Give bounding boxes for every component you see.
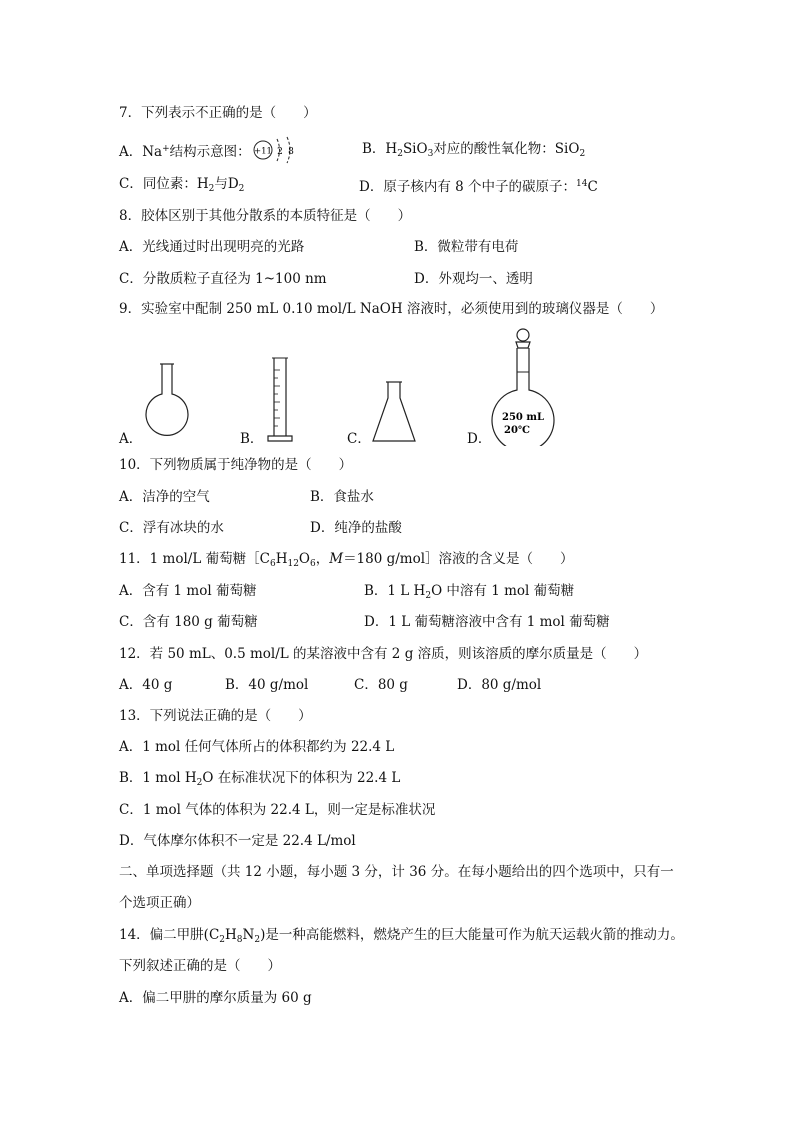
q11-option-d: D．1 L 葡萄糖溶液中含有 1 mol 葡萄糖 <box>364 614 610 630</box>
q13-option-a: A．1 mol 任何气体所占的体积都约为 22.4 L <box>119 739 395 755</box>
q11-stem: 11．1 mol/L 葡萄糖$[C_6H_{12}O_6$，M＝180 g/mol］溶液的含义是（ ） <box>119 551 574 569</box>
q14-stem-line-1: 14．偏二甲肼$(C_2H_8N_2)$是一种高能燃料，燃烧产生的巨大能量可作为航天运载火箭的推动力。 <box>119 927 684 945</box>
flask-capacity-label: 250 mL <box>502 412 544 423</box>
q13-option-c: C．1 mol 气体的体积为 22.4 L，则一定是标准状况 <box>119 802 436 818</box>
q11-option-b: B．1 L $H_2O$ 中溶有 1 mol 葡萄糖 <box>364 583 575 601</box>
section-2-heading-line-1: 二、单项选择题（共 12 小题，每小题 3 分，计 36 分。在每小题给出的四个选项中，只有一 <box>119 864 674 880</box>
flask-temperature-label: 20℃ <box>504 425 530 436</box>
q12-option-b: B．40 g/mol <box>225 677 309 693</box>
q12-stem: 12．若 50 mL、0.5 mol/L 的某溶液中含有 2 g 溶质，则该溶质的摩尔质量是（ ） <box>119 646 648 662</box>
q14-stem-line-2: 下列叙述正确的是（ ） <box>119 958 281 974</box>
q9-stem: 9．实验室中配制 250 mL 0.10 mol/L NaOH 溶液时，必须使用到的玻璃仪器是（ ） <box>119 301 664 317</box>
q12-option-d: D．80 g/mol <box>457 677 542 693</box>
q10-stem: 10．下列物质属于纯净物的是（ ） <box>119 457 353 473</box>
q8-option-a: A．光线通过时出现明亮的光路 <box>119 239 305 255</box>
shell-1-electrons: 2 <box>277 147 283 157</box>
q9-option-b-label: B． <box>240 431 264 447</box>
q7-option-b: B．$H_2SiO_3$对应的酸性氧化物：SiO$_2$ <box>362 141 586 159</box>
q9-option-c-label: C． <box>347 431 371 447</box>
q10-option-d: D．纯净的盐酸 <box>310 520 402 536</box>
conical-flask-icon <box>370 380 418 444</box>
q12-option-c: C．80 g <box>354 677 408 693</box>
q7-stem: 7．下列表示不正确的是（ ） <box>119 105 317 121</box>
q7-option-a: A．Na+结构示意图： <box>119 144 251 160</box>
q13-option-b: B．1 mol $H_2O$ 在标准状况下的体积为 22.4 L <box>119 770 401 788</box>
q7-option-c: C．同位素：$H_2$与$D_2$ <box>119 176 245 194</box>
q8-option-b: B．微粒带有电荷 <box>414 239 519 255</box>
shell-2-electrons: 8 <box>288 147 294 157</box>
volumetric-flask-icon <box>488 326 558 446</box>
round-bottom-flask-icon <box>140 362 196 444</box>
q7-option-d: D．原子核内有 8 个中子的碳原子：$^{14}$C <box>359 179 598 195</box>
sodium-ion-structure-diagram <box>252 134 302 166</box>
q13-option-d: D．气体摩尔体积不一定是 22.4 L/mol <box>119 833 356 849</box>
q8-stem: 8．胶体区别于其他分散系的本质特征是（ ） <box>119 208 412 224</box>
q10-option-c: C．浮有冰块的水 <box>119 520 224 536</box>
q12-option-a: A．40 g <box>119 677 173 693</box>
q8-option-c: C．分散质粒子直径为 1~100 nm <box>119 271 327 287</box>
section-2-heading-line-2: 个选项正确） <box>119 895 200 911</box>
nucleus-charge: +11 <box>254 146 272 157</box>
q9-option-d-label: D． <box>467 431 492 447</box>
q13-stem: 13．下列说法正确的是（ ） <box>119 708 312 724</box>
q8-option-d: D．外观均一、透明 <box>414 271 533 287</box>
q9-option-a-label: A． <box>119 431 143 447</box>
graduated-cylinder-icon <box>264 356 298 444</box>
q10-option-b: B．食盐水 <box>310 489 374 505</box>
q11-option-a: A．含有 1 mol 葡萄糖 <box>119 583 257 599</box>
q14-option-a: A．偏二甲肼的摩尔质量为 60 g <box>119 990 312 1006</box>
q11-option-c: C．含有 180 g 葡萄糖 <box>119 614 258 630</box>
q10-option-a: A．洁净的空气 <box>119 489 210 505</box>
